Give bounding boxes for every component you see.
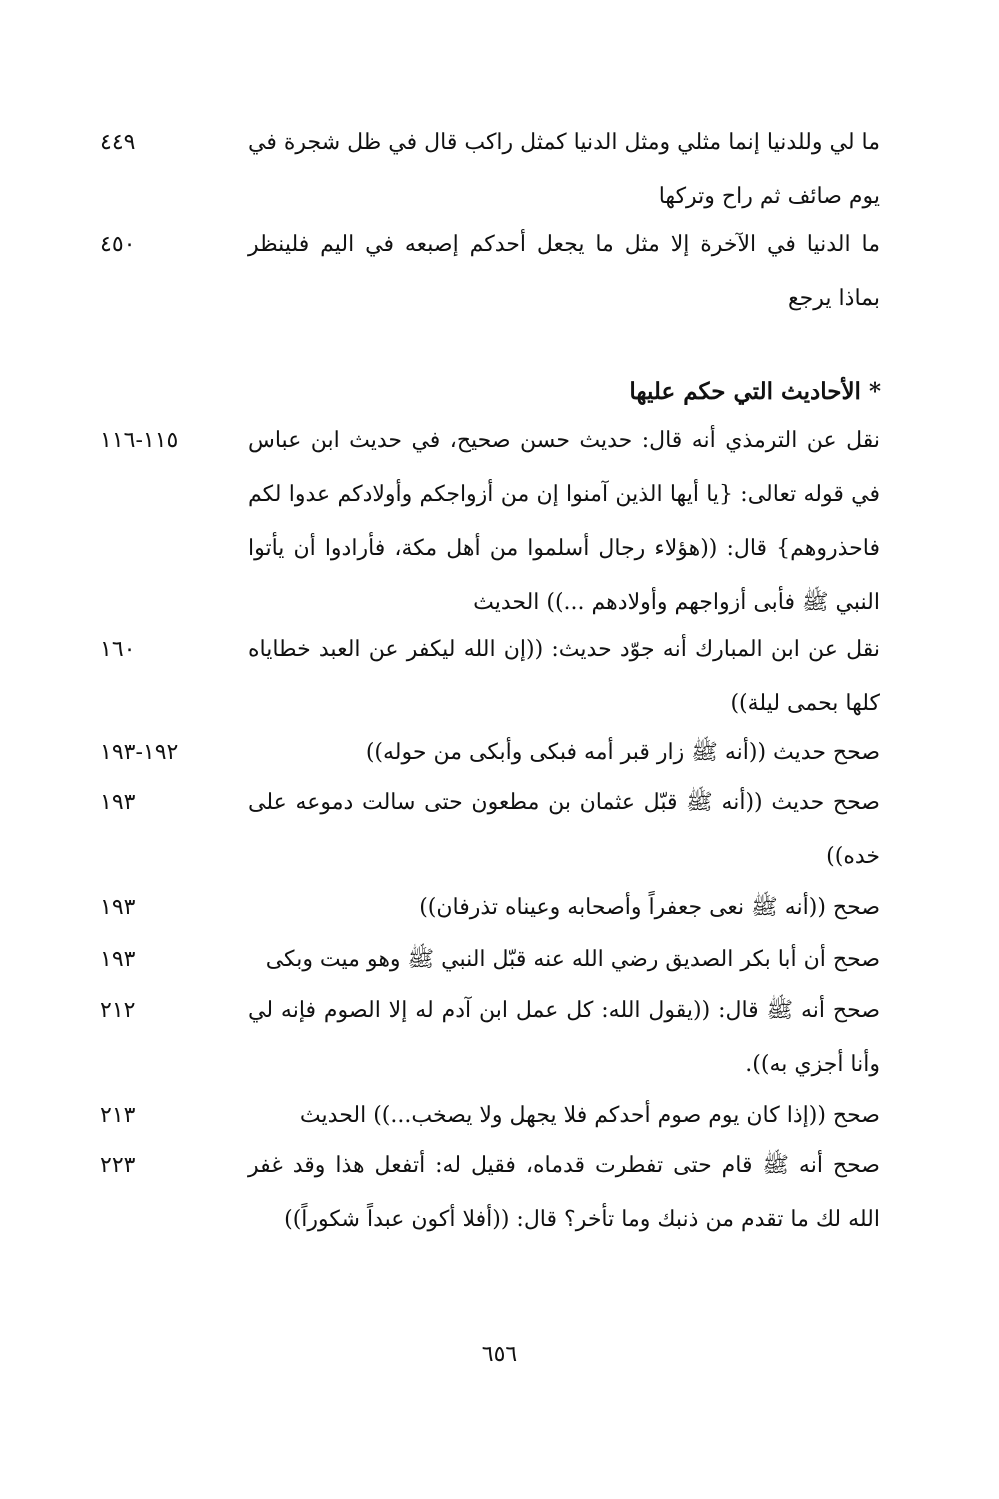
entry-text: صحح ((أنه ﷺ نعى جعفراً وأصحابه وعيناه تذرفان)) [419, 895, 880, 920]
entry-text: صحح أنه ﷺ قال: ((يقول الله: كل عمل ابن آدم له إلا الصوم فإنه لي وأنا أجزي به)). [248, 998, 880, 1077]
entry-text: صحح أنه ﷺ قام حتى تفطرت قدماه، فقيل له: أتفعل هذا وقد غفر الله لك ما تقدم من ذنبك وما تأخر؟ قال: ((أفلا أكون عبداً شكوراً)) [248, 1153, 880, 1232]
entry-text: صحح أن أبا بكر الصديق رضي الله عنه قبّل النبي ﷺ وهو ميت وبكى [265, 947, 880, 972]
entry-text: ما لي وللدنيا إنما مثلي ومثل الدنيا كمثل راكب قال في ظل شجرة في يوم صائف ثم راح وتركها [248, 130, 880, 209]
entry-page-ref: ٢١٣ [100, 1103, 136, 1128]
entry-page-ref: ٤٥٠ [100, 232, 136, 257]
entry-page-ref: ١٩٣ [100, 895, 136, 920]
entry-page-ref: ١١٥-١١٦ [100, 428, 179, 453]
entry-page-ref: ١٦٠ [100, 637, 136, 662]
entry-page-ref: ٤٤٩ [100, 130, 136, 155]
entry-page-ref: ١٩٢-١٩٣ [100, 740, 179, 765]
entry-text: صحح حديث ((أنه ﷺ قبّل عثمان بن مطعون حتى سالت دموعه على خده)) [248, 790, 880, 869]
section-heading: * الأحاديث التي حكم عليها [629, 378, 881, 405]
page-number: ٦٥٦ [481, 1342, 518, 1367]
entry-text: ما الدنيا في الآخرة إلا مثل ما يجعل أحدكم إصبعه في اليم فلينظر بماذا يرجع [248, 232, 880, 311]
entry-page-ref: ٢٢٣ [100, 1153, 136, 1178]
entry-text: نقل عن الترمذي أنه قال: حديث حسن صحيح، في حديث ابن عباس في قوله تعالى: {يا أيها الذين آمنوا إن من أزواجكم وأولادكم عدوا لكم فاحذروهم} قال: ((هؤلاء رجال أسلموا من أهل مكة، فأرادوا أن يأتوا النبي ﷺ فأبى أزواجهم وأولادهم ...)) الحديث [248, 428, 880, 615]
entry-page-ref: ١٩٣ [100, 790, 136, 815]
entry-text: نقل عن ابن المبارك أنه جوّد حديث: ((إن الله ليكفر عن العبد خطاياه كلها بحمى ليلة)) [248, 637, 880, 716]
entry-page-ref: ١٩٣ [100, 947, 136, 972]
entry-text: صحح حديث ((أنه ﷺ زار قبر أمه فبكى وأبكى من حوله)) [365, 740, 880, 765]
entry-page-ref: ٢١٢ [100, 998, 136, 1023]
entry-text: صحح ((إذا كان يوم صوم أحدكم فلا يجهل ولا يصخب...)) الحديث [299, 1103, 880, 1128]
